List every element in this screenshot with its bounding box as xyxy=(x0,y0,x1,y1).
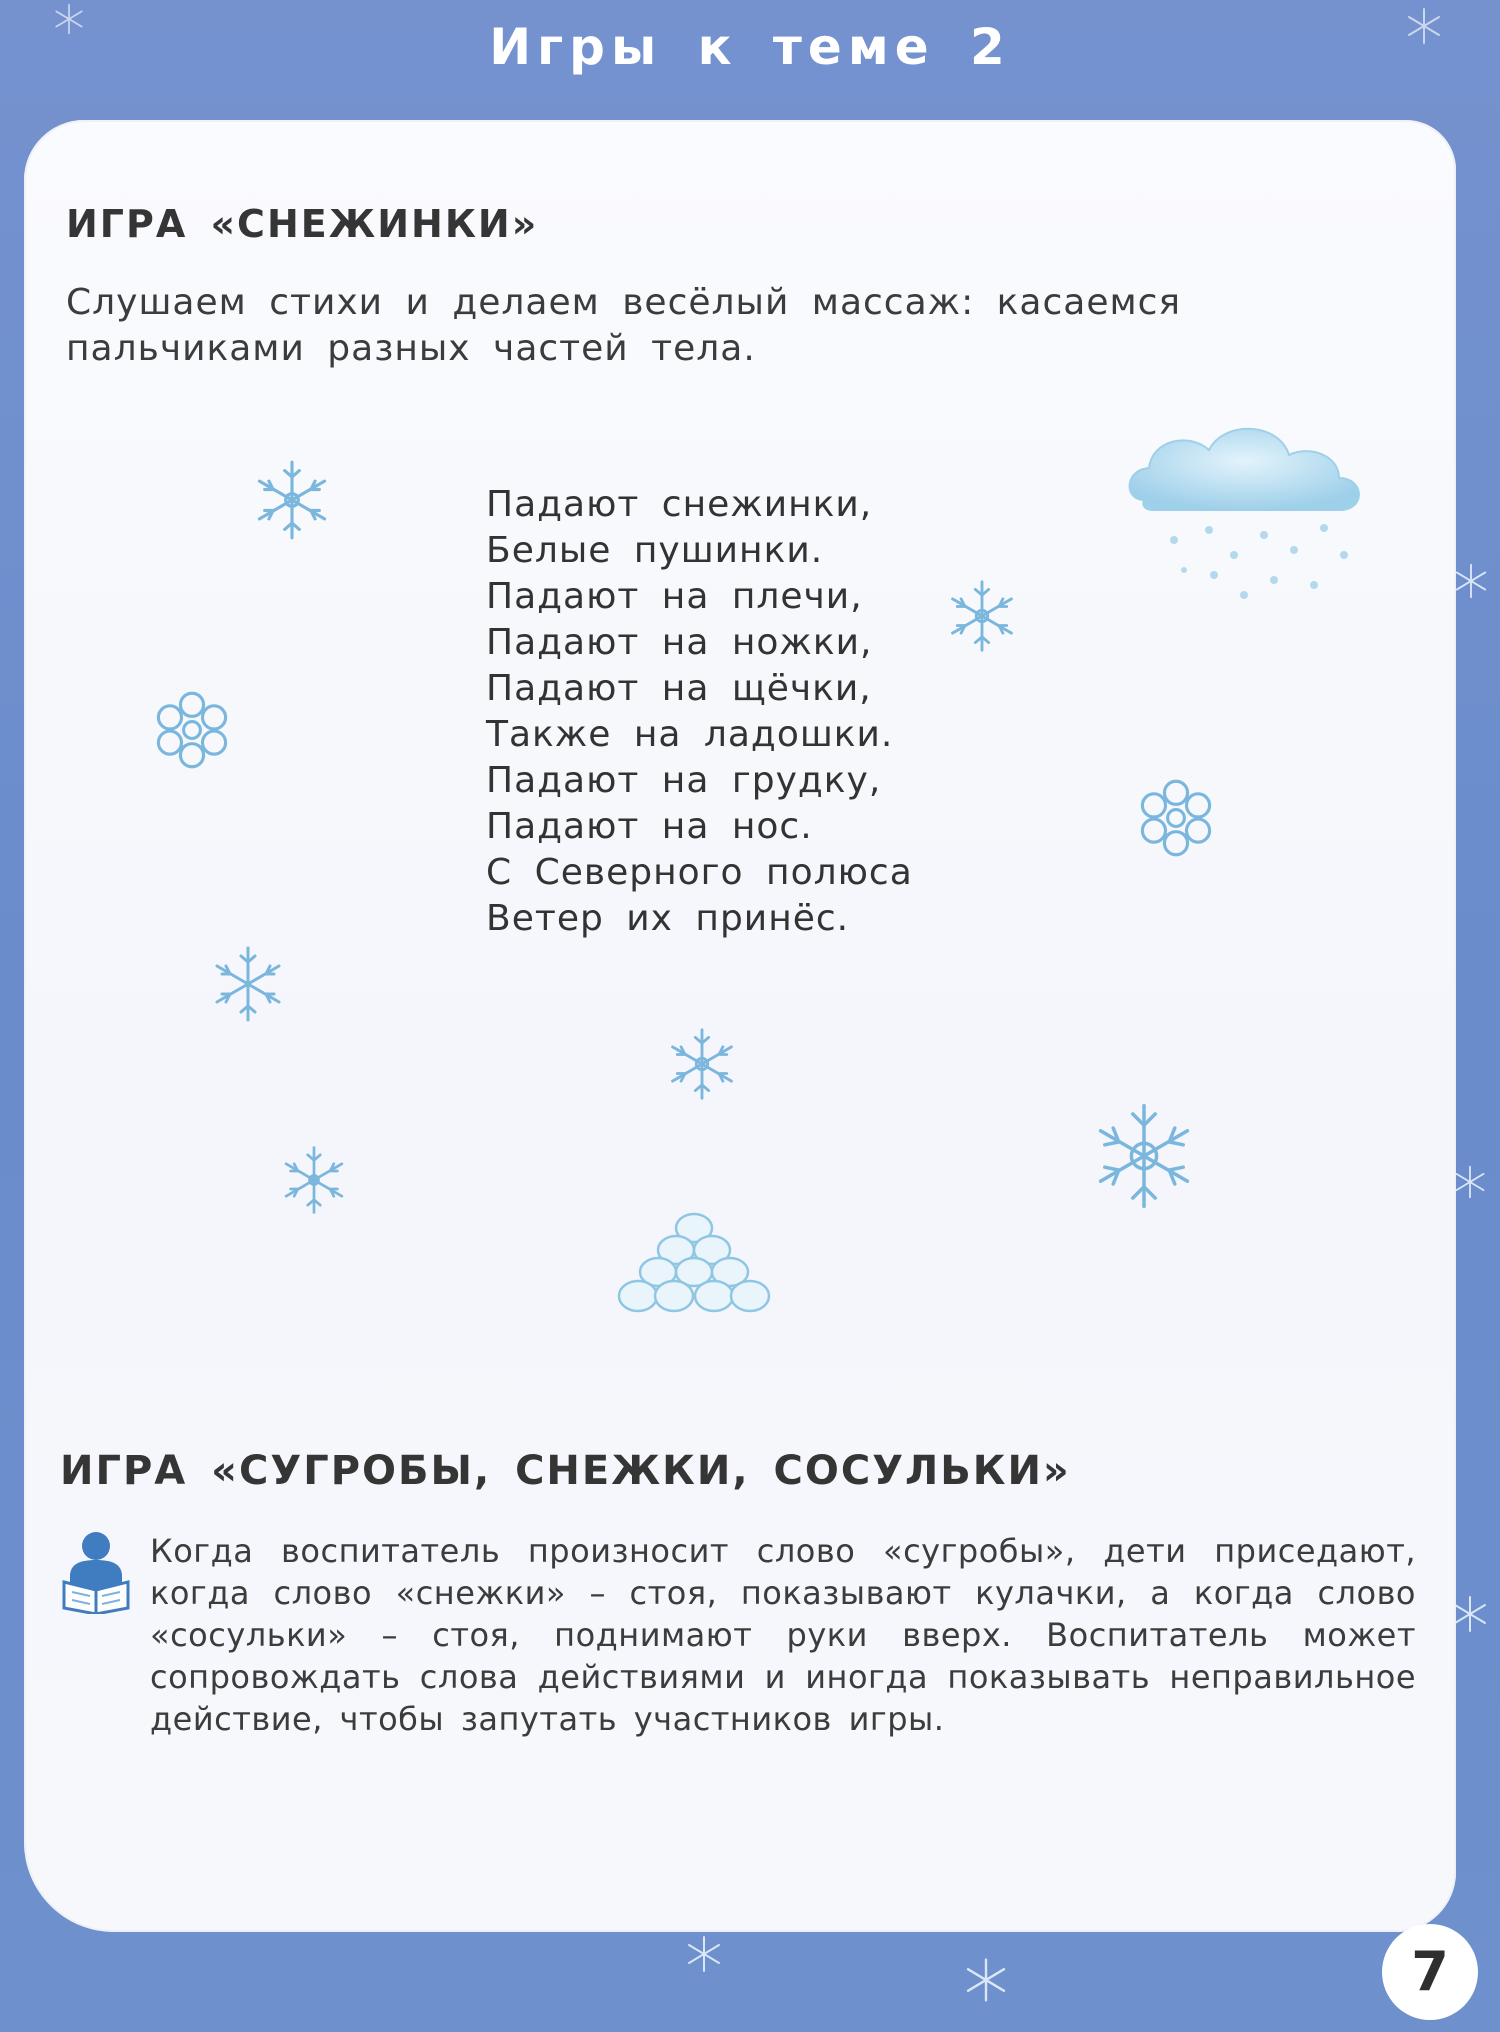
poem-line: Падают на нос. xyxy=(486,806,813,847)
poem-line: Падают на щёчки, xyxy=(486,668,872,709)
snowflake-icon xyxy=(1450,1594,1490,1634)
content-card xyxy=(24,120,1456,1932)
snowflake-icon xyxy=(1088,1100,1200,1212)
snowflake-icon xyxy=(1134,776,1218,860)
poem-line: Падают на ножки, xyxy=(486,622,873,663)
page-number: 7 xyxy=(1382,1924,1478,2020)
snowflake-icon xyxy=(208,944,288,1024)
snowflake-icon xyxy=(1452,1164,1488,1200)
poem-line: Падают на плечи, xyxy=(486,576,863,617)
page-title: Игры к теме 2 xyxy=(489,18,1011,76)
game-intro-text: Слушаем стихи и делаем весёлый массаж: касаемся пальчиками разных частей тела. xyxy=(66,282,1182,369)
snowflake-icon xyxy=(962,1956,1010,2004)
snowball-pile-icon xyxy=(614,1210,774,1330)
poem-line: Ветер их принёс. xyxy=(486,898,850,939)
poem xyxy=(486,482,913,942)
snowflake-icon xyxy=(684,1934,724,1974)
snowflake-icon xyxy=(1452,562,1490,600)
poem-line: Падают снежинки, xyxy=(486,484,873,525)
snowflake-icon xyxy=(278,1144,350,1216)
teacher-reading-icon xyxy=(60,1530,132,1614)
snowflake-icon xyxy=(664,1026,740,1102)
poem-line: С Северного полюса xyxy=(486,852,913,893)
snowflake-icon xyxy=(250,458,334,542)
snow-cloud-icon xyxy=(1114,410,1374,620)
poem-line: Белые пушинки. xyxy=(486,530,824,571)
poem-line: Падают на грудку, xyxy=(486,760,882,801)
game-rules-text: Когда воспитатель произносит слово «сугробы», дети приседают, когда слово «снежки» – стоя, показывают кулачки, а когда слово «сосульки» – стоя, поднимают руки вверх. Воспитатель может сопровождать слова действиями и иногда показывать неправильное действие, чтобы запутать участников игры. xyxy=(150,1532,1416,1738)
game-title-snowdrifts: ИГРА «СУГРОБЫ, СНЕЖКИ, СОСУЛЬКИ» xyxy=(60,1448,1071,1494)
poem-line: Также на ладошки. xyxy=(486,714,894,755)
snowflake-icon xyxy=(52,2,86,36)
snowflake-icon xyxy=(150,688,234,772)
snowflake-icon xyxy=(1404,6,1444,46)
snowflake-icon xyxy=(944,578,1020,654)
game-title-snowflakes: ИГРА «СНЕЖИНКИ» xyxy=(66,202,539,246)
